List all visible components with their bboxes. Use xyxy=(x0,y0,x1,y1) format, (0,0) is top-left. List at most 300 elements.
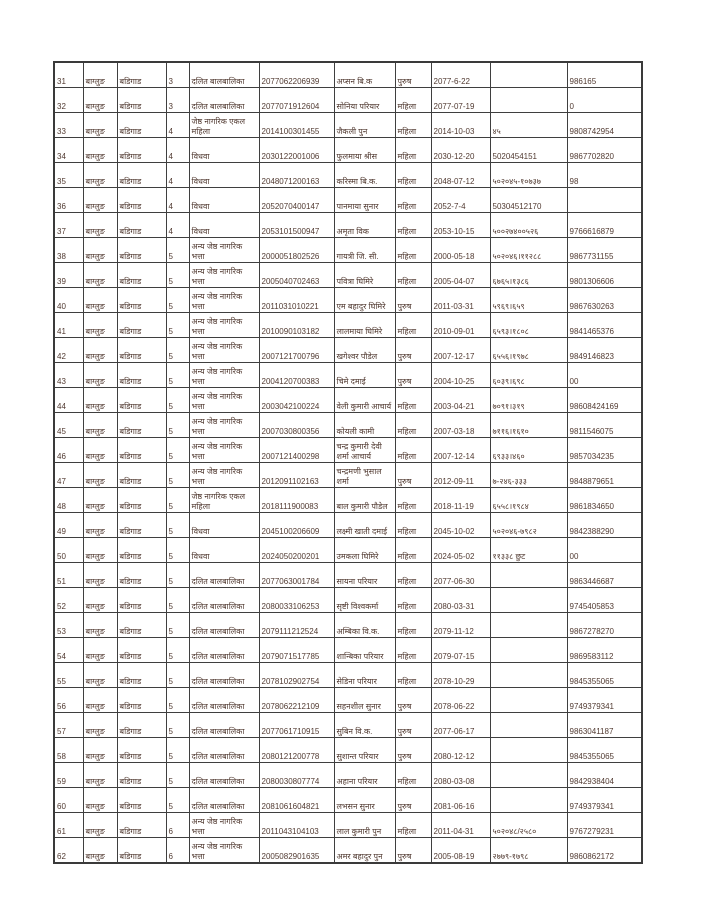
phone-cell: 9842388290 xyxy=(567,513,642,538)
gender-cell: महिला xyxy=(395,263,431,288)
ward-cell: 5 xyxy=(166,613,189,638)
district-cell: बाग्लुङ xyxy=(83,62,117,88)
id-number-cell: 2078102902754 xyxy=(259,663,334,688)
name-cell: सायना परियार xyxy=(334,563,395,588)
phone-cell: 00 xyxy=(567,363,642,388)
row-number-cell: 44 xyxy=(54,388,83,413)
name-cell: पवित्रा घिमिरे xyxy=(334,263,395,288)
gender-cell: महिला xyxy=(395,388,431,413)
allowance-type-cell: दलित बालबालिका xyxy=(189,763,259,788)
id-number-cell: 2077071912604 xyxy=(259,88,334,113)
row-number-cell: 58 xyxy=(54,738,83,763)
dob-cell: 2011-04-31 xyxy=(431,813,490,838)
citizenship-number-cell xyxy=(490,588,567,613)
citizenship-number-cell: ११३३८ छुट xyxy=(490,538,567,563)
municipality-cell: बडिगाड xyxy=(117,388,166,413)
district-cell: बाग्लुङ xyxy=(83,163,117,188)
district-cell: बाग्लुङ xyxy=(83,713,117,738)
citizenship-number-cell: ५९६९।६५९ xyxy=(490,288,567,313)
citizenship-number-cell xyxy=(490,663,567,688)
allowance-type-cell: अन्य जेष्ठ नागरिक भत्ता xyxy=(189,338,259,363)
gender-cell: महिला xyxy=(395,763,431,788)
ward-cell: 5 xyxy=(166,538,189,563)
district-cell: बाग्लुङ xyxy=(83,788,117,813)
municipality-cell: बडिगाड xyxy=(117,638,166,663)
table-row xyxy=(54,413,642,438)
citizenship-number-cell xyxy=(490,638,567,663)
municipality-cell: बडिगाड xyxy=(117,313,166,338)
phone-cell: 9848879651 xyxy=(567,463,642,488)
gender-cell: महिला xyxy=(395,613,431,638)
row-number-cell: 37 xyxy=(54,213,83,238)
municipality-cell: बडिगाड xyxy=(117,163,166,188)
dob-cell: 2004-10-25 xyxy=(431,363,490,388)
table-row xyxy=(54,663,642,688)
table-row xyxy=(54,313,642,338)
municipality-cell: बडिगाड xyxy=(117,413,166,438)
district-cell: बाग्लुङ xyxy=(83,388,117,413)
ward-cell: 5 xyxy=(166,463,189,488)
name-cell: अम्बिका वि.क. xyxy=(334,613,395,638)
id-number-cell: 2030122001006 xyxy=(259,138,334,163)
id-number-cell: 2077061710915 xyxy=(259,713,334,738)
ward-cell: 5 xyxy=(166,338,189,363)
ward-cell: 4 xyxy=(166,163,189,188)
allowance-type-cell: विधवा xyxy=(189,213,259,238)
citizenship-number-cell: ६५९३।१८०८ xyxy=(490,313,567,338)
table-row xyxy=(54,613,642,638)
ward-cell: 5 xyxy=(166,688,189,713)
ward-cell: 5 xyxy=(166,313,189,338)
name-cell: लालमाया घिमिरे xyxy=(334,313,395,338)
phone-cell: 9749379341 xyxy=(567,788,642,813)
row-number-cell: 31 xyxy=(54,62,83,88)
row-number-cell: 33 xyxy=(54,113,83,138)
dob-cell: 2077-06-30 xyxy=(431,563,490,588)
row-number-cell: 38 xyxy=(54,238,83,263)
district-cell: बाग्लुङ xyxy=(83,513,117,538)
dob-cell: 2048-07-12 xyxy=(431,163,490,188)
ward-cell: 5 xyxy=(166,363,189,388)
municipality-cell: बडिगाड xyxy=(117,113,166,138)
ward-cell: 5 xyxy=(166,563,189,588)
district-cell: बाग्लुङ xyxy=(83,138,117,163)
table-row xyxy=(54,188,642,213)
gender-cell: महिला xyxy=(395,163,431,188)
ward-cell: 5 xyxy=(166,263,189,288)
name-cell: पानमाया सुनार xyxy=(334,188,395,213)
gender-cell: पुरुष xyxy=(395,738,431,763)
table-row xyxy=(54,338,642,363)
municipality-cell: बडिगाड xyxy=(117,438,166,463)
district-cell: बाग्लुङ xyxy=(83,313,117,338)
id-number-cell: 2018111900083 xyxy=(259,488,334,513)
citizenship-number-cell: ७-२४६-३३३ xyxy=(490,463,567,488)
citizenship-number-cell xyxy=(490,613,567,638)
name-cell: शान्बिका परियार xyxy=(334,638,395,663)
citizenship-number-cell: ५०२०४६-७९८२ xyxy=(490,513,567,538)
district-cell: बाग्लुङ xyxy=(83,563,117,588)
municipality-cell: बडिगाड xyxy=(117,563,166,588)
phone-cell xyxy=(567,188,642,213)
district-cell: बाग्लुङ xyxy=(83,238,117,263)
dob-cell: 2079-11-12 xyxy=(431,613,490,638)
citizenship-number-cell xyxy=(490,688,567,713)
table-row xyxy=(54,713,642,738)
district-cell: बाग्लुङ xyxy=(83,613,117,638)
municipality-cell: बडिगाड xyxy=(117,513,166,538)
allowance-type-cell: जेष्ठ नागरिक एकल महिला xyxy=(189,113,259,138)
name-cell: अप्सन बि.क xyxy=(334,62,395,88)
id-number-cell: 2052070400147 xyxy=(259,188,334,213)
allowance-type-cell: दलित बालबालिका xyxy=(189,638,259,663)
id-number-cell: 2007030800356 xyxy=(259,413,334,438)
id-number-cell: 2079071517785 xyxy=(259,638,334,663)
row-number-cell: 57 xyxy=(54,713,83,738)
allowance-type-cell: अन्य जेष्ठ नागरिक भत्ता xyxy=(189,838,259,864)
gender-cell: महिला xyxy=(395,663,431,688)
allowance-type-cell: जेष्ठ नागरिक एकल महिला xyxy=(189,488,259,513)
phone-cell: 98 xyxy=(567,163,642,188)
id-number-cell: 2080033106253 xyxy=(259,588,334,613)
district-cell: बाग्लुङ xyxy=(83,738,117,763)
phone-cell: 9801306606 xyxy=(567,263,642,288)
id-number-cell: 2024050200201 xyxy=(259,538,334,563)
ward-cell: 4 xyxy=(166,188,189,213)
id-number-cell: 2007121700796 xyxy=(259,338,334,363)
ward-cell: 6 xyxy=(166,838,189,864)
gender-cell: पुरुष xyxy=(395,788,431,813)
id-number-cell: 2011043104103 xyxy=(259,813,334,838)
municipality-cell: बडिगाड xyxy=(117,538,166,563)
ward-cell: 5 xyxy=(166,738,189,763)
allowance-type-cell: अन्य जेष्ठ नागरिक भत्ता xyxy=(189,438,259,463)
citizenship-number-cell: ६०३९।६९८ xyxy=(490,363,567,388)
district-cell: बाग्लुङ xyxy=(83,113,117,138)
gender-cell: महिला xyxy=(395,538,431,563)
district-cell: बाग्लुङ xyxy=(83,363,117,388)
row-number-cell: 34 xyxy=(54,138,83,163)
phone-cell: 9811546075 xyxy=(567,413,642,438)
gender-cell: पुरुष xyxy=(395,713,431,738)
phone-cell: 9869583112 xyxy=(567,638,642,663)
phone-cell: 98608424169 xyxy=(567,388,642,413)
gender-cell: महिला xyxy=(395,313,431,338)
id-number-cell: 2080121200778 xyxy=(259,738,334,763)
name-cell: सोनिया परियार xyxy=(334,88,395,113)
allowance-type-cell: दलित बालबालिका xyxy=(189,788,259,813)
citizenship-number-cell: ७११६।१६१० xyxy=(490,413,567,438)
dob-cell: 2010-09-01 xyxy=(431,313,490,338)
ward-cell: 4 xyxy=(166,113,189,138)
gender-cell: महिला xyxy=(395,638,431,663)
table-row xyxy=(54,263,642,288)
gender-cell: महिला xyxy=(395,113,431,138)
municipality-cell: बडिगाड xyxy=(117,763,166,788)
id-number-cell: 2077062206939 xyxy=(259,62,334,88)
id-number-cell: 2004120700383 xyxy=(259,363,334,388)
ward-cell: 5 xyxy=(166,638,189,663)
municipality-cell: बडिगाड xyxy=(117,488,166,513)
name-cell: करिस्मा बि.क. xyxy=(334,163,395,188)
municipality-cell: बडिगाड xyxy=(117,338,166,363)
name-cell: उमकला घिमिरे xyxy=(334,538,395,563)
allowance-type-cell: दलित बालबालिका xyxy=(189,613,259,638)
row-number-cell: 35 xyxy=(54,163,83,188)
allowance-type-cell: अन्य जेष्ठ नागरिक भत्ता xyxy=(189,413,259,438)
name-cell: लक्ष्मी खाती दमाई xyxy=(334,513,395,538)
id-number-cell: 2007121400298 xyxy=(259,438,334,463)
row-number-cell: 54 xyxy=(54,638,83,663)
phone-cell: 9749379341 xyxy=(567,688,642,713)
name-cell: सहनशील सुनार xyxy=(334,688,395,713)
phone-cell: 9867630263 xyxy=(567,288,642,313)
citizenship-number-cell xyxy=(490,738,567,763)
municipality-cell: बडिगाड xyxy=(117,138,166,163)
dob-cell: 2007-03-18 xyxy=(431,413,490,438)
citizenship-number-cell xyxy=(490,788,567,813)
district-cell: बाग्लुङ xyxy=(83,88,117,113)
allowance-type-cell: दलित बालबालिका xyxy=(189,688,259,713)
municipality-cell: बडिगाड xyxy=(117,88,166,113)
name-cell: एम बहादुर घिमिरे xyxy=(334,288,395,313)
district-cell: बाग्लुङ xyxy=(83,538,117,563)
allowance-type-cell: दलित बालबालिका xyxy=(189,88,259,113)
municipality-cell: बडिगाड xyxy=(117,588,166,613)
gender-cell: महिला xyxy=(395,238,431,263)
gender-cell: महिला xyxy=(395,563,431,588)
allowance-type-cell: दलित बालबालिका xyxy=(189,663,259,688)
municipality-cell: बडिगाड xyxy=(117,613,166,638)
dob-cell: 2080-03-08 xyxy=(431,763,490,788)
municipality-cell: बडिगाड xyxy=(117,188,166,213)
table-row xyxy=(54,588,642,613)
allowance-type-cell: विधवा xyxy=(189,188,259,213)
id-number-cell: 2012091102163 xyxy=(259,463,334,488)
table-row xyxy=(54,163,642,188)
dob-cell: 2012-09-11 xyxy=(431,463,490,488)
municipality-cell: बडिगाड xyxy=(117,463,166,488)
name-cell: चन्द्र कुमारी देवी शर्मा आचार्य xyxy=(334,438,395,463)
ward-cell: 5 xyxy=(166,413,189,438)
municipality-cell: बडिगाड xyxy=(117,738,166,763)
citizenship-number-cell xyxy=(490,563,567,588)
name-cell: अमृता विक xyxy=(334,213,395,238)
citizenship-number-cell: ५०२०४५-१०७३७ xyxy=(490,163,567,188)
municipality-cell: बडिगाड xyxy=(117,688,166,713)
row-number-cell: 36 xyxy=(54,188,83,213)
dob-cell: 2077-6-22 xyxy=(431,62,490,88)
dob-cell: 2003-04-21 xyxy=(431,388,490,413)
allowance-type-cell: दलित बालबालिका xyxy=(189,738,259,763)
citizenship-number-cell: ४५ xyxy=(490,113,567,138)
row-number-cell: 47 xyxy=(54,463,83,488)
district-cell: बाग्लुङ xyxy=(83,463,117,488)
citizenship-number-cell: ७०९१।३१९ xyxy=(490,388,567,413)
gender-cell: महिला xyxy=(395,213,431,238)
gender-cell: पुरुष xyxy=(395,688,431,713)
allowance-type-cell: दलित बालबालिका xyxy=(189,713,259,738)
district-cell: बाग्लुङ xyxy=(83,438,117,463)
name-cell: अहाना परियार xyxy=(334,763,395,788)
name-cell: सृष्टी विश्वकर्मा xyxy=(334,588,395,613)
gender-cell: महिला xyxy=(395,413,431,438)
municipality-cell: बडिगाड xyxy=(117,238,166,263)
row-number-cell: 39 xyxy=(54,263,83,288)
phone-cell: 9842938404 xyxy=(567,763,642,788)
gender-cell: महिला xyxy=(395,138,431,163)
dob-cell: 2018-11-19 xyxy=(431,488,490,513)
dob-cell: 2000-05-18 xyxy=(431,238,490,263)
phone-cell: 9845355065 xyxy=(567,738,642,763)
table-row xyxy=(54,213,642,238)
table-row xyxy=(54,538,642,563)
phone-cell: 9857034235 xyxy=(567,438,642,463)
name-cell: गायत्री जि. सी. xyxy=(334,238,395,263)
dob-cell: 2080-12-12 xyxy=(431,738,490,763)
municipality-cell: बडिगाड xyxy=(117,813,166,838)
name-cell: कोयली कामी xyxy=(334,413,395,438)
citizenship-number-cell xyxy=(490,713,567,738)
dob-cell: 2052-7-4 xyxy=(431,188,490,213)
district-cell: बाग्लुङ xyxy=(83,288,117,313)
citizenship-number-cell: २७७९-१७९८ xyxy=(490,838,567,864)
citizenship-number-cell: ५००२७४००५२६ xyxy=(490,213,567,238)
dob-cell: 2005-04-07 xyxy=(431,263,490,288)
dob-cell: 2007-12-17 xyxy=(431,338,490,363)
citizenship-number-cell: ५०२०४६।११२८८ xyxy=(490,238,567,263)
row-number-cell: 40 xyxy=(54,288,83,313)
phone-cell: 9841465376 xyxy=(567,313,642,338)
citizenship-number-cell: ६५५६।१९७८ xyxy=(490,338,567,363)
table-row xyxy=(54,738,642,763)
phone-cell: 9861834650 xyxy=(567,488,642,513)
gender-cell: महिला xyxy=(395,88,431,113)
district-cell: बाग्लुङ xyxy=(83,763,117,788)
municipality-cell: बडिगाड xyxy=(117,213,166,238)
name-cell: चिमे दमाई xyxy=(334,363,395,388)
name-cell: चन्द्रमणी भुसाल शर्मा xyxy=(334,463,395,488)
district-cell: बाग्लुङ xyxy=(83,638,117,663)
gender-cell: महिला xyxy=(395,813,431,838)
row-number-cell: 32 xyxy=(54,88,83,113)
phone-cell: 00 xyxy=(567,538,642,563)
name-cell: जैकली पुन xyxy=(334,113,395,138)
row-number-cell: 42 xyxy=(54,338,83,363)
row-number-cell: 61 xyxy=(54,813,83,838)
phone-cell: 9863041187 xyxy=(567,713,642,738)
id-number-cell: 2005082901635 xyxy=(259,838,334,864)
allowance-type-cell: अन्य जेष्ठ नागरिक भत्ता xyxy=(189,238,259,263)
id-number-cell: 2005040702463 xyxy=(259,263,334,288)
municipality-cell: बडिगाड xyxy=(117,288,166,313)
allowance-type-cell: अन्य जेष्ठ नागरिक भत्ता xyxy=(189,313,259,338)
municipality-cell: बडिगाड xyxy=(117,62,166,88)
phone-cell: 9745405853 xyxy=(567,588,642,613)
allowance-type-cell: अन्य जेष्ठ नागरिक भत्ता xyxy=(189,463,259,488)
phone-cell: 9849146823 xyxy=(567,338,642,363)
phone-cell: 9860862172 xyxy=(567,838,642,864)
ward-cell: 5 xyxy=(166,288,189,313)
ward-cell: 5 xyxy=(166,713,189,738)
table-row xyxy=(54,388,642,413)
dob-cell: 2007-12-14 xyxy=(431,438,490,463)
id-number-cell: 2010090103182 xyxy=(259,313,334,338)
id-number-cell: 2003042100224 xyxy=(259,388,334,413)
district-cell: बाग्लुङ xyxy=(83,838,117,864)
citizenship-number-cell: 5020454151 xyxy=(490,138,567,163)
row-number-cell: 59 xyxy=(54,763,83,788)
district-cell: बाग्लुङ xyxy=(83,213,117,238)
id-number-cell: 2053101500947 xyxy=(259,213,334,238)
gender-cell: महिला xyxy=(395,513,431,538)
name-cell: बाल कुमारी पौडेल xyxy=(334,488,395,513)
dob-cell: 2078-06-22 xyxy=(431,688,490,713)
district-cell: बाग्लुङ xyxy=(83,488,117,513)
table-row xyxy=(54,838,642,864)
gender-cell: महिला xyxy=(395,438,431,463)
row-number-cell: 48 xyxy=(54,488,83,513)
phone-cell: 9867278270 xyxy=(567,613,642,638)
id-number-cell: 2048071200163 xyxy=(259,163,334,188)
id-number-cell: 2081061604821 xyxy=(259,788,334,813)
table-row xyxy=(54,688,642,713)
dob-cell: 2014-10-03 xyxy=(431,113,490,138)
name-cell: फुलमाया श्रीस xyxy=(334,138,395,163)
row-number-cell: 51 xyxy=(54,563,83,588)
allowance-type-cell: अन्य जेष्ठ नागरिक भत्ता xyxy=(189,813,259,838)
phone-cell: 9766616879 xyxy=(567,213,642,238)
gender-cell: महिला xyxy=(395,188,431,213)
dob-cell: 2053-10-15 xyxy=(431,213,490,238)
dob-cell: 2045-10-02 xyxy=(431,513,490,538)
id-number-cell: 2000051802526 xyxy=(259,238,334,263)
dob-cell: 2024-05-02 xyxy=(431,538,490,563)
ward-cell: 3 xyxy=(166,62,189,88)
ward-cell: 5 xyxy=(166,663,189,688)
allowance-type-cell: दलित बालबालिका xyxy=(189,588,259,613)
id-number-cell: 2079111212524 xyxy=(259,613,334,638)
allowance-type-cell: अन्य जेष्ठ नागरिक भत्ता xyxy=(189,363,259,388)
gender-cell: पुरुष xyxy=(395,463,431,488)
ward-cell: 5 xyxy=(166,488,189,513)
table-row xyxy=(54,288,642,313)
gender-cell: महिला xyxy=(395,588,431,613)
phone-cell: 9808742954 xyxy=(567,113,642,138)
allowance-type-cell: दलित बालबालिका xyxy=(189,62,259,88)
citizenship-number-cell: ५०२०४८/२५८० xyxy=(490,813,567,838)
row-number-cell: 49 xyxy=(54,513,83,538)
phone-cell: 986165 xyxy=(567,62,642,88)
name-cell: सुशान्त परियार xyxy=(334,738,395,763)
row-number-cell: 53 xyxy=(54,613,83,638)
ward-cell: 4 xyxy=(166,213,189,238)
name-cell: लभसन सुनार xyxy=(334,788,395,813)
row-number-cell: 56 xyxy=(54,688,83,713)
dob-cell: 2080-03-31 xyxy=(431,588,490,613)
district-cell: बाग्लुङ xyxy=(83,688,117,713)
table-row xyxy=(54,88,642,113)
table-row xyxy=(54,238,642,263)
name-cell: खगेश्वर पौडेल xyxy=(334,338,395,363)
municipality-cell: बडिगाड xyxy=(117,263,166,288)
table-row xyxy=(54,438,642,463)
ward-cell: 5 xyxy=(166,763,189,788)
citizenship-number-cell: ६९३३।४६० xyxy=(490,438,567,463)
phone-cell: 0 xyxy=(567,88,642,113)
row-number-cell: 46 xyxy=(54,438,83,463)
name-cell: अमर बहादुर पुन xyxy=(334,838,395,864)
